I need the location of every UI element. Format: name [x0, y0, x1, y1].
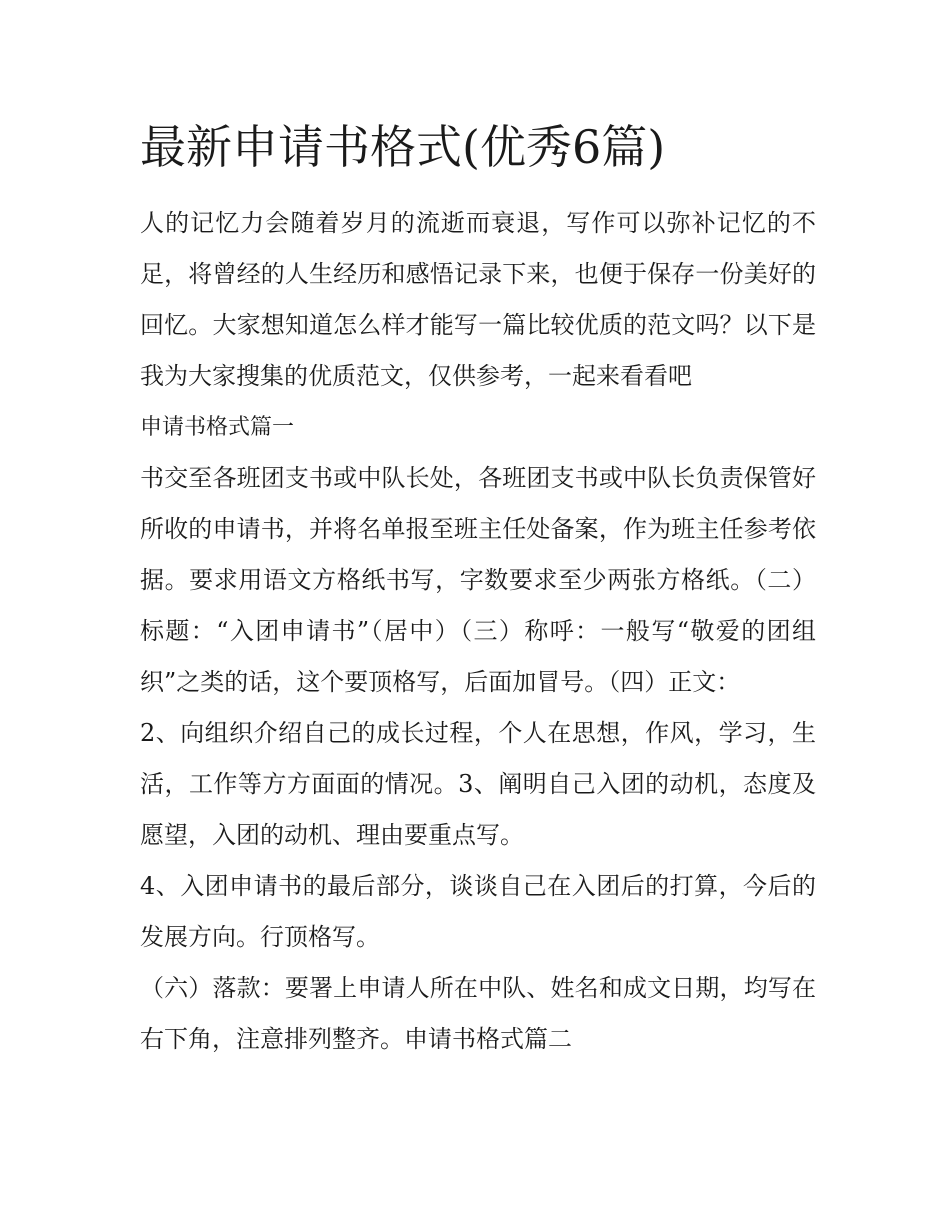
document-title: 最新申请书格式(优秀6篇) — [140, 120, 666, 174]
body-paragraph: 书交至各班团支书或中队长处，各班团支书或中队长负责保管好所收的申请书，并将名单报至班主任处备案，作为班主任参考依据。要求用语文方格纸书写，字数要求至少两张方格纸。（二）标题：“入团申请书”（居中）（三）称呼：一般写“敬爱的团组织”之类的话，这个要顶格写，后面加冒号。（四）正文： — [140, 464, 816, 696]
section-heading-1: 申请书格式篇一 — [140, 415, 295, 440]
document-body — [140, 198, 816, 1065]
intro-paragraph: 人的记忆力会随着岁月的流逝而衰退，写作可以弥补记忆的不足，将曾经的人生经历和感悟记录下来，也便于保存一份美好的回忆。大家想知道怎么样才能写一篇比较优质的范文吗？以下是我为大家搜集的优质范文，仅供参考，一起来看看吧 — [140, 209, 816, 390]
body-paragraph: 4、入团申请书的最后部分，谈谈自己在入团后的打算，今后的发展方向。行顶格写。 — [140, 872, 816, 951]
body-paragraph: 2、向组织介绍自己的成长过程，个人在思想，作风，学习，生活，工作等方方面面的情况。3、阐明自己入团的动机，态度及愿望，入团的动机、理由要重点写。 — [140, 719, 816, 849]
body-paragraph: （六）落款：要署上申请人所在中队、姓名和成文日期，均写在右下角，注意排列整齐。申请书格式篇二 — [140, 974, 816, 1053]
